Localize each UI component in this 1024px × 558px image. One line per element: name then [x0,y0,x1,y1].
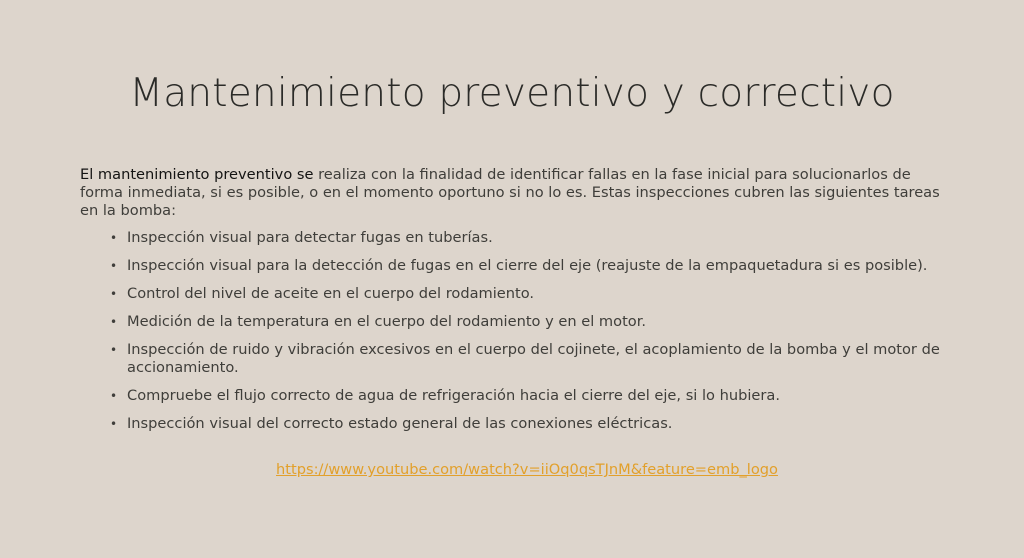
intro-text: realiza con la finalidad de identificar fallas en la fase inicial para solucionarlos de forma inmediata, si es posible, o en el momento oportuno si no lo es. Estas inspecciones cubren las siguientes tareas en la bomba: [80,166,940,219]
intro-lead: El mantenimiento preventivo se [80,166,314,183]
task-text: Control del nivel de aceite en el cuerpo del rodamiento. [127,285,535,302]
bullet-icon: • [110,315,118,329]
youtube-link[interactable]: https://www.youtube.com/watch?v=iiOq0qsTJnM&feature=emb_logo [276,461,778,478]
task-item [80,313,950,331]
task-text: Inspección visual para detectar fugas en tuberías. [127,229,493,246]
task-item [80,257,950,275]
task-item [80,387,950,405]
task-item [80,341,950,377]
bullet-icon: • [110,417,118,431]
task-text: Inspección visual del correcto estado general de las conexiones eléctricas. [127,415,673,432]
task-list [80,229,950,443]
bullet-icon: • [110,389,118,403]
bullet-icon: • [110,259,118,273]
bullet-icon: • [110,231,118,245]
task-text: Medición de la temperatura en el cuerpo del rodamiento y en el motor. [127,313,647,330]
bullet-icon: • [110,343,118,357]
task-item [80,285,950,303]
task-item [80,415,950,433]
slide-title: Mantenimiento preventivo y correctivo [129,71,895,116]
task-text: Inspección de ruido y vibración excesivos en el cuerpo del cojinete, el acoplamiento de la bomba y el motor de accionamiento. [127,341,940,376]
intro-paragraph [80,166,950,220]
task-text: Inspección visual para la detección de fugas en el cierre del eje (reajuste de la empaquetadura si es posible). [127,257,928,274]
task-text: Compruebe el flujo correcto de agua de refrigeración hacia el cierre del eje, si lo hubiera. [127,387,780,404]
bullet-icon: • [110,287,118,301]
task-item [80,229,950,247]
